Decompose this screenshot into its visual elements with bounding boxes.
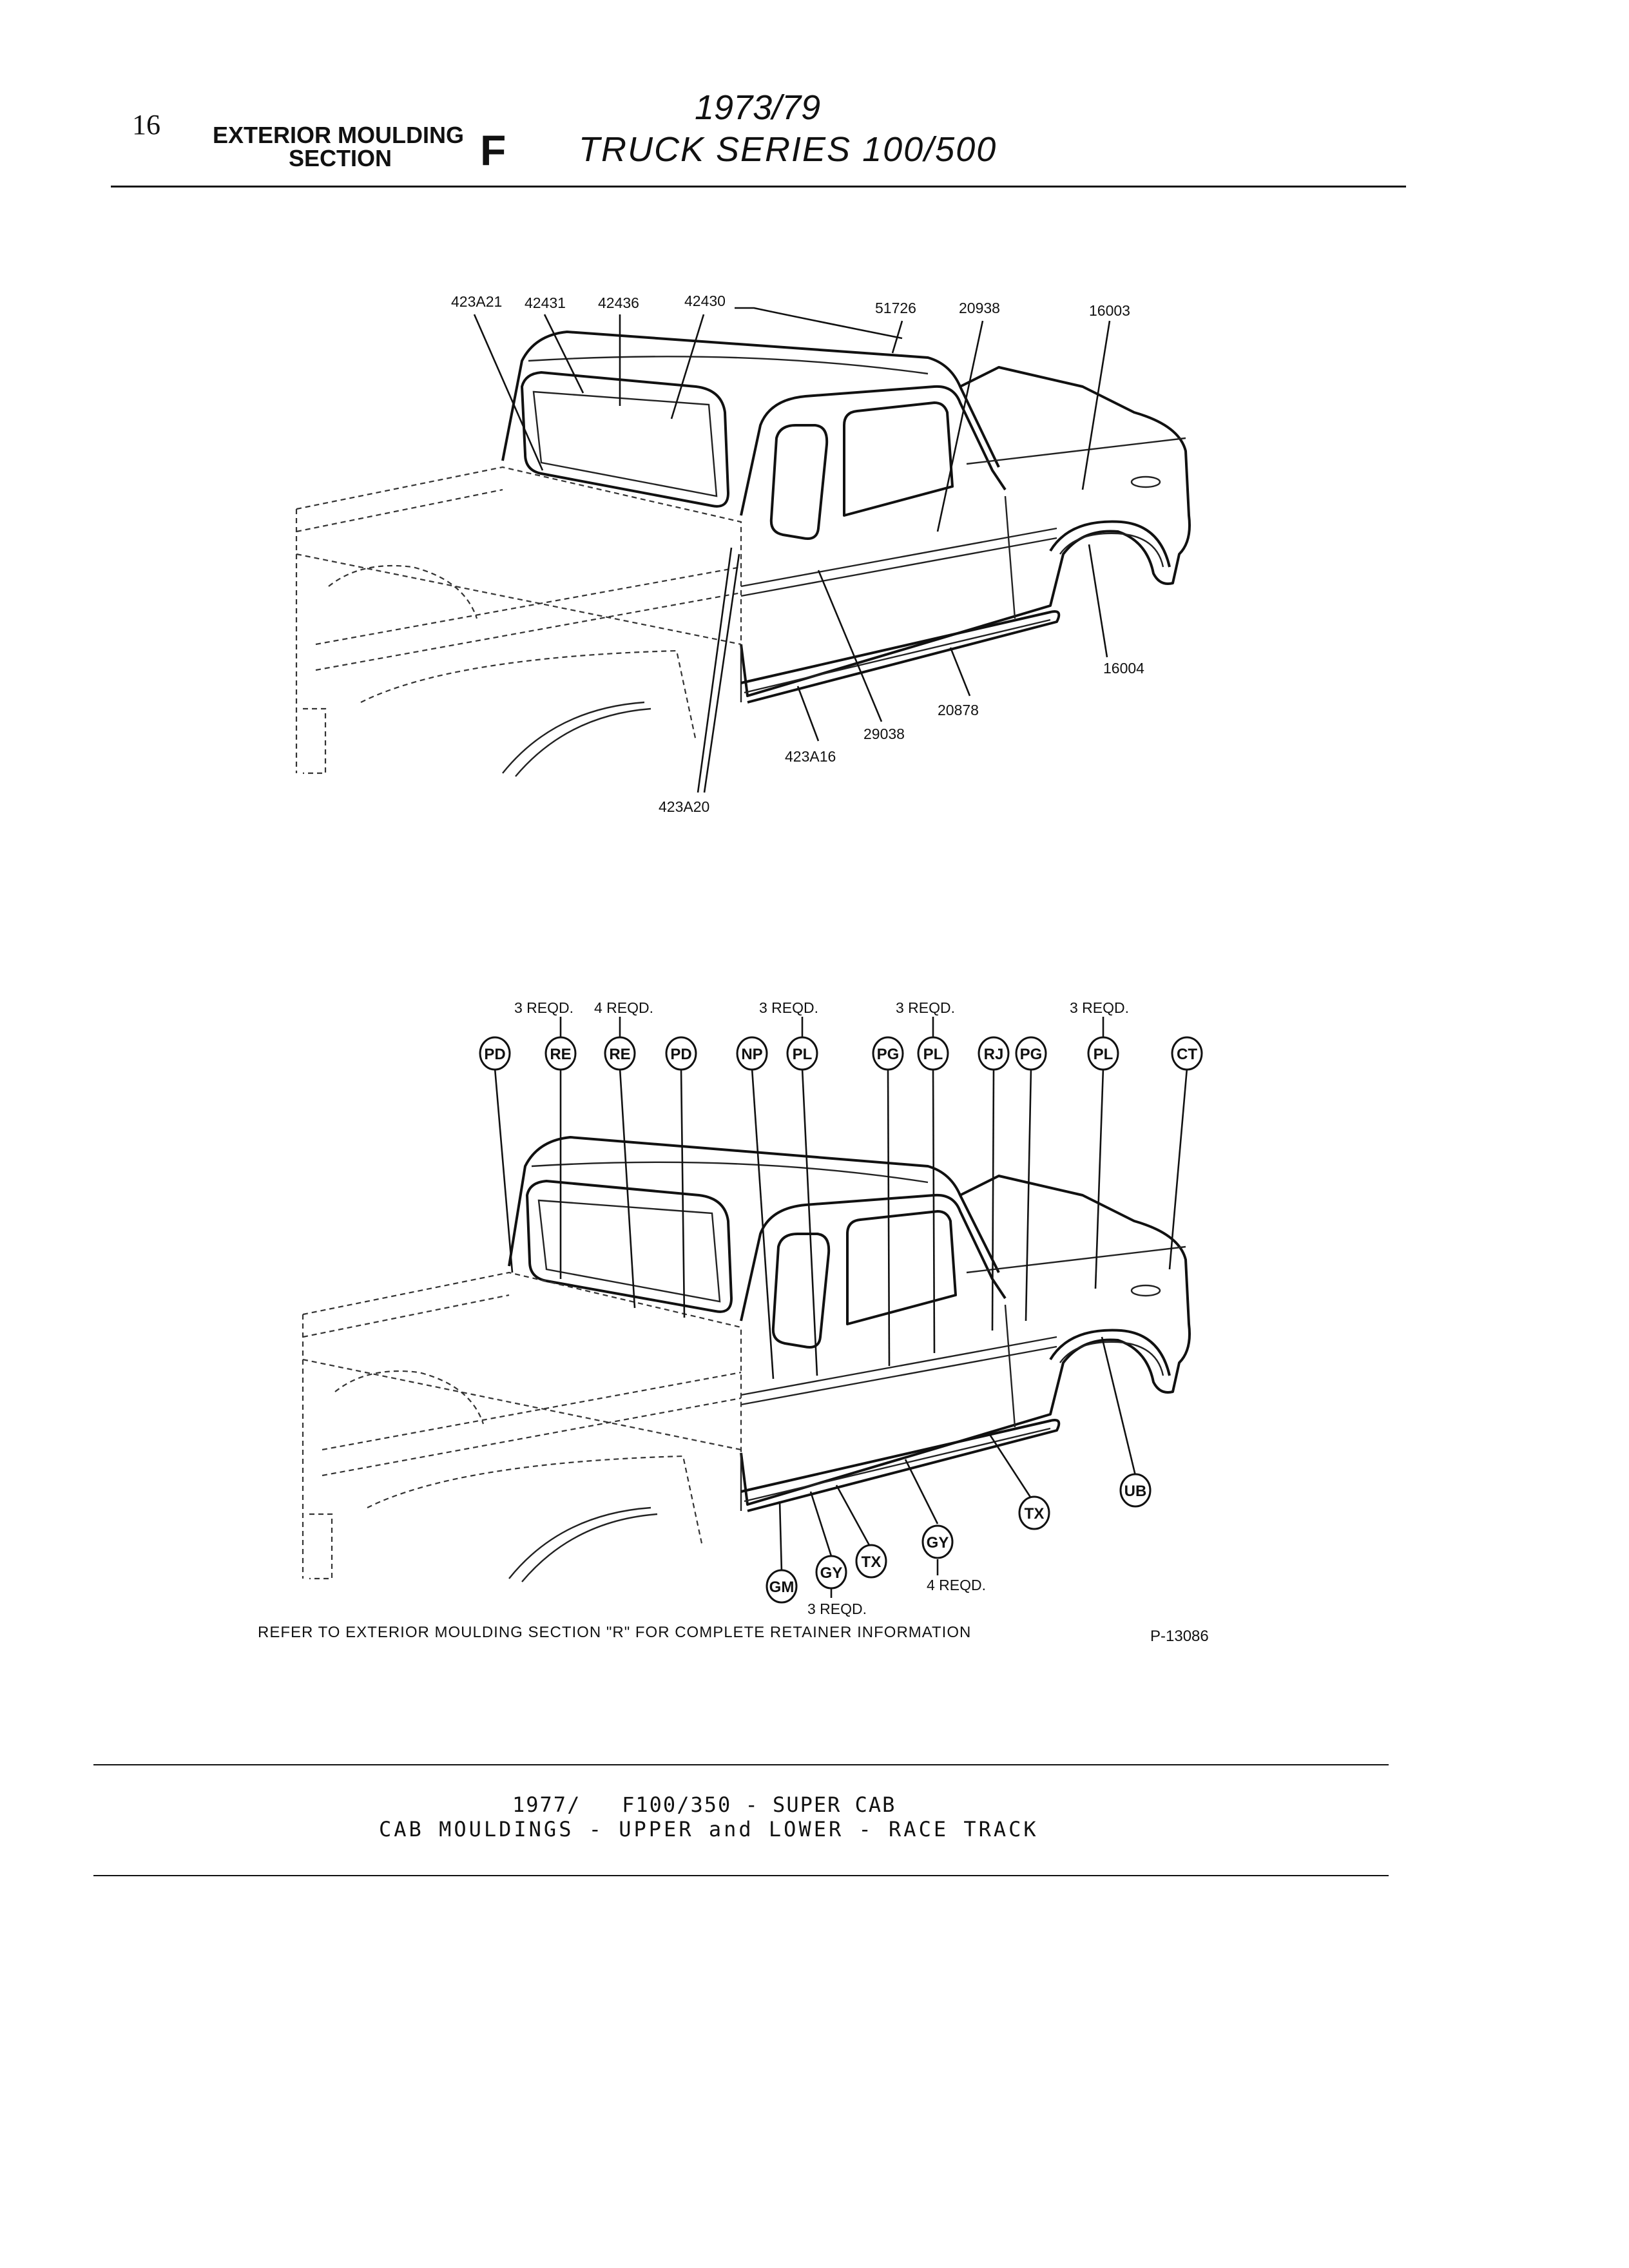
code-NP: NP [741,1046,763,1063]
retainer-note: REFER TO EXTERIOR MOULDING SECTION "R" FOR COMPLETE RETAINER INFORMATION [258,1624,972,1641]
part-42431: 42431 [525,294,566,311]
top-part-labels [451,293,1144,815]
part-42430: 42430 [684,293,726,309]
reqd-label-bottom: 4 REQD. [927,1577,987,1593]
right-code-circles [1019,1474,1150,1529]
caption-line2: CAB MOULDINGS - UPPER and LOWER - RACE TRACK [379,1817,1039,1841]
reqd-label: 3 REQD. [896,999,956,1016]
code-TX: TX [1024,1505,1045,1523]
code-UB: UB [1124,1483,1147,1500]
part-42436: 42436 [598,294,639,311]
code-CT: CT [1177,1046,1197,1063]
code-PG: PG [1019,1046,1043,1063]
page-number: 16 [132,109,160,140]
code-GY: GY [926,1534,949,1552]
part-423A16: 423A16 [785,748,836,765]
bottom-callout-lines [495,1017,1187,1598]
figure-id: P-13086 [1150,1628,1209,1645]
reqd-label-bottom: 3 REQD. [807,1600,867,1617]
code-PL: PL [923,1046,943,1063]
caption-rule-top [93,1764,1389,1765]
code-TX: TX [861,1553,882,1571]
caption-rule-bottom [93,1875,1389,1876]
section-title-line2: SECTION [289,145,392,171]
part-16003: 16003 [1089,302,1130,319]
reqd-label: 4 REQD. [594,999,654,1016]
code-PG: PG [876,1046,900,1063]
code-GM: GM [769,1579,795,1596]
code-RJ: RJ [983,1046,1004,1063]
code-GY: GY [820,1564,843,1582]
part-423A21: 423A21 [451,293,503,310]
code-PD: PD [670,1046,692,1063]
part-20878: 20878 [938,702,979,718]
header-years: 1973/79 [695,88,821,127]
reqd-label: 3 REQD. [759,999,819,1016]
bottom-code-circles [767,1526,986,1617]
code-RE: RE [609,1046,631,1063]
bottom-truck-illustration [303,1137,1190,1582]
code-PD: PD [484,1046,506,1063]
header-series: TRUCK SERIES 100/500 [579,130,998,169]
code-PL: PL [1093,1046,1113,1063]
part-423A20: 423A20 [659,798,710,815]
reqd-label: 3 REQD. [514,999,574,1016]
section-title-line1: EXTERIOR MOULDING [213,122,465,148]
part-51726: 51726 [875,300,916,316]
part-16004: 16004 [1103,660,1144,677]
top-truck-illustration [296,332,1190,776]
code-PL: PL [792,1046,813,1063]
caption-line1: 1977/ F100/350 - SUPER CAB [512,1792,896,1817]
top-code-circles [480,1037,1202,1070]
part-20938: 20938 [959,300,1000,316]
part-29038: 29038 [863,726,905,742]
reqd-labels-top [514,999,1129,1016]
section-letter: F [480,126,506,174]
reqd-label: 3 REQD. [1070,999,1130,1016]
code-RE: RE [550,1046,572,1063]
